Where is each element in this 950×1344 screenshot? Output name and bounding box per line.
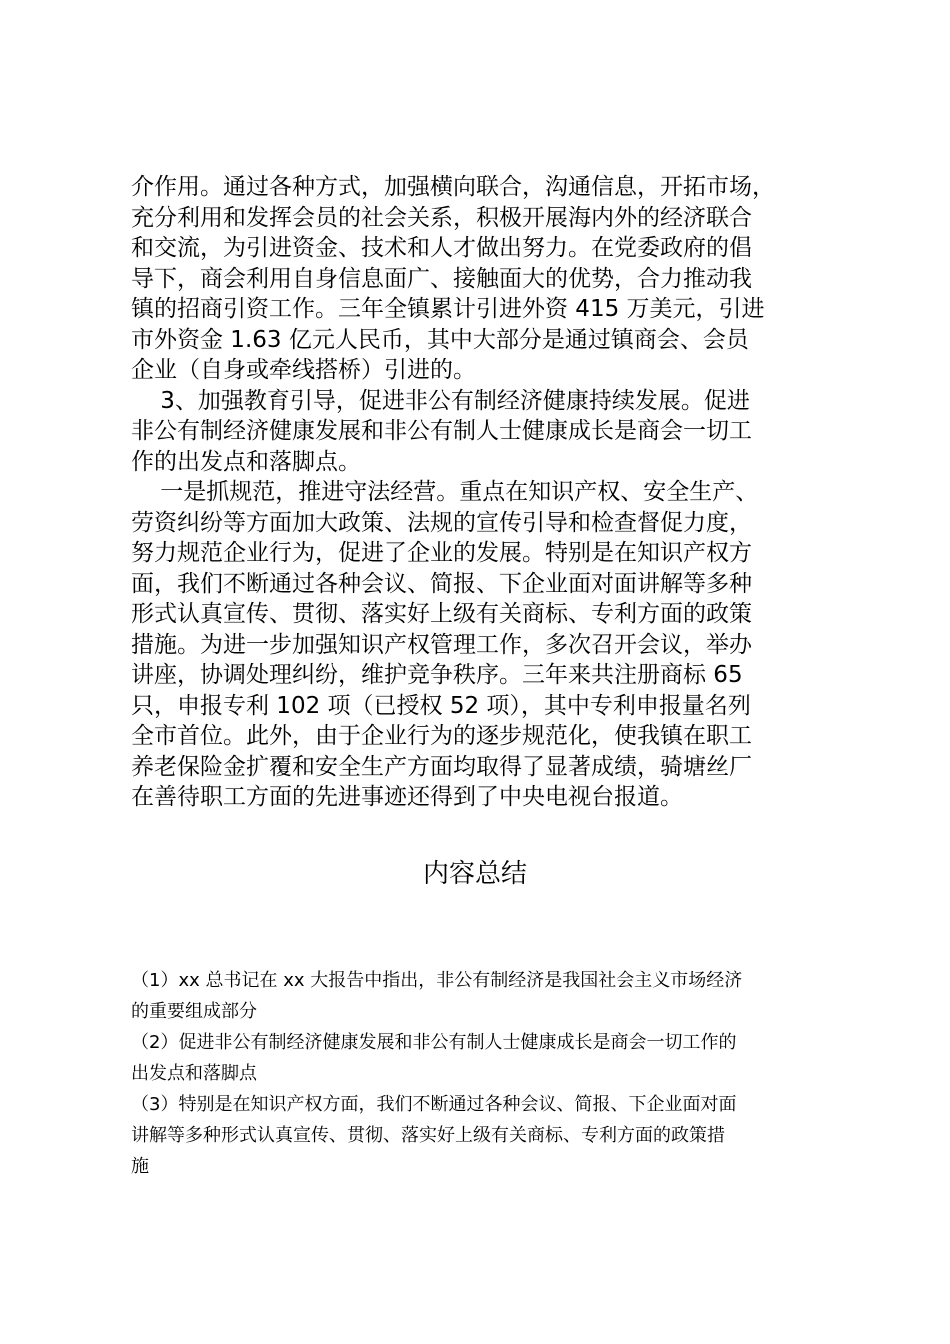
summary-list	[131, 965, 831, 1182]
body-line: 养老保险金扩覆和安全生产方面均取得了显著成绩，骑塘丝厂	[131, 753, 752, 780]
body-line: 作的出发点和落脚点。	[131, 448, 361, 475]
body-line: 企业（自身或牵线搭桥）引进的。	[131, 357, 476, 383]
summary-line: （1）xx 总书记在 xx 大报告中指出，非公有制经济是我国社会主义市场经济	[131, 970, 743, 991]
summary-line: 讲解等多种形式认真宣传、贯彻、落实好上级有关商标、专利方面的政策措	[131, 1125, 725, 1146]
body-line: 一是抓规范，推进守法经营。重点在知识产权、安全生产、	[131, 479, 759, 505]
summary-line: 的重要组成部分	[131, 1001, 257, 1022]
body-text	[131, 172, 831, 813]
body-line: 只，申报专利 102 项（已授权 52 项），其中专利申报量名列	[131, 692, 751, 719]
body-line: 全市首位。此外，由于企业行为的逐步规范化，使我镇在职工	[131, 723, 752, 749]
body-line: 在善待职工方面的先进事迹还得到了中央电视台报道。	[131, 784, 683, 810]
body-line: 非公有制经济健康发展和非公有制人士健康成长是商会一切工	[131, 418, 752, 444]
body-line: 介作用。通过各种方式，加强横向联合，沟通信息，开拓市场，	[131, 174, 775, 200]
body-line: 劳资纠纷等方面加大政策、法规的宣传引导和检查督促力度，	[131, 509, 752, 536]
body-line: 努力规范企业行为，促进了企业的发展。特别是在知识产权方	[131, 540, 752, 566]
body-line: 3、加强教育引导，促进非公有制经济健康持续发展。促进	[131, 387, 750, 414]
body-line: 导下，商会利用自身信息面广、接触面大的优势，合力推动我	[131, 265, 752, 292]
body-line: 和交流，为引进资金、技术和人才做出努力。在党委政府的倡	[131, 235, 752, 261]
summary-line: 出发点和落脚点	[131, 1063, 257, 1084]
body-line: 充分利用和发挥会员的社会关系，积极开展海内外的经济联合	[131, 204, 752, 231]
summary-line: （3）特别是在知识产权方面，我们不断通过各种会议、简报、下企业面对面	[131, 1094, 737, 1115]
summary-title: 内容总结	[422, 859, 527, 889]
summary-line: （2）促进非公有制经济健康发展和非公有制人士健康成长是商会一切工作的	[131, 1032, 737, 1053]
body-line: 市外资金 1.63 亿元人民币，其中大部分是通过镇商会、会员	[131, 326, 749, 353]
body-line: 镇的招商引资工作。三年全镇累计引进外资 415 万美元，引进	[131, 296, 765, 322]
body-line: 面，我们不断通过各种会议、简报、下企业面对面讲解等多种	[131, 570, 752, 597]
body-line: 形式认真宣传、贯彻、落实好上级有关商标、专利方面的政策	[131, 601, 752, 627]
summary-line: 施	[131, 1156, 149, 1177]
body-line: 讲座，协调处理纠纷，维护竞争秩序。三年来共注册商标 65	[131, 662, 743, 688]
body-line: 措施。为进一步加强知识产权管理工作，多次召开会议，举办	[131, 631, 752, 658]
